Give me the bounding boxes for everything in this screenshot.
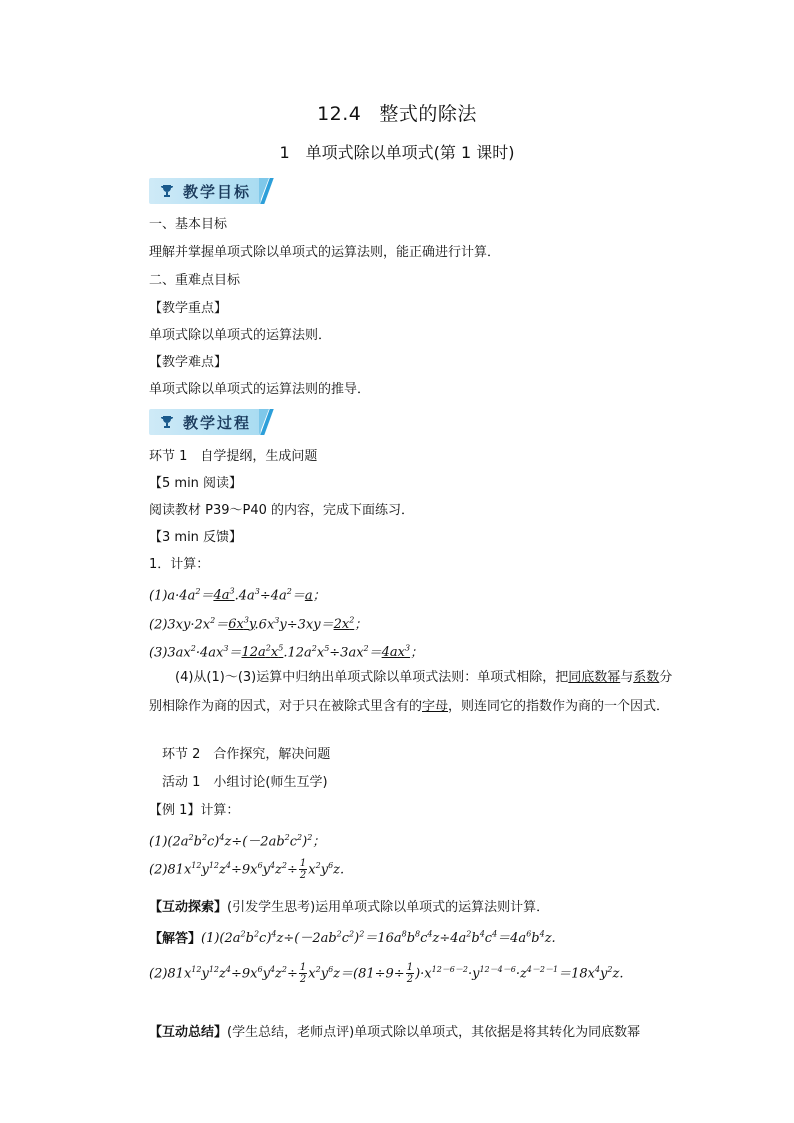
key-point-text: 单项式除以单项式的运算法则． — [149, 328, 332, 343]
page-title — [0, 99, 794, 126]
rule-paragraph: (4)从(1)～(3)运算中归纳出单项式除以单项式法则：单项式相除，把同底数幂与系数分别相除作为商的因式，对于只在被除式里含有的字母，则连同它的指数作为商的一个因式． — [149, 670, 673, 714]
difficult-point-text: 单项式除以单项式的运算法则的推导． — [149, 382, 371, 397]
step-1-heading: 环节 1 自学提纲，生成问题 — [149, 449, 318, 464]
difficult-point-label: 【教学难点】 — [149, 355, 228, 370]
answer-part-2: $(2)81x^{12}y^{12}z^4\div 9x^6y^4z^2\div$ $\frac{1}{2}$ $x^2y^6z=(81\div 9\div$ $\frac{1}{2}$ )$\cdot x^{12-6-2}\cdot y^{12-4-6}\cdot z^{4-2-1}=18x^4y^2z$. — [149, 962, 624, 986]
activity-1-heading: 活动 1 小组讨论(师生互学) — [162, 775, 328, 790]
process-badge — [149, 409, 273, 435]
example-1-part-1: $(1)(2a^2b^2c)^4z\div(-2ab^2c^2)^2$； — [149, 833, 326, 850]
trophy-icon — [159, 414, 175, 430]
goal-text-1: 理解并掌握单项式除以单项式的运算法则，能正确进行计算． — [149, 245, 501, 260]
goal-heading-2: 二、重难点目标 — [149, 273, 241, 288]
blank-answer: 同底数幂 — [568, 670, 621, 685]
example-1-label: 【例 1】计算： — [149, 803, 240, 818]
goals-badge — [149, 178, 273, 204]
badge-label: 教学目标 — [183, 183, 252, 201]
read-text: 阅读教材 P39～P40 的内容，完成下面练习． — [149, 503, 415, 518]
lesson-title: 单项式除以单项式(第 1 课时) — [305, 143, 515, 162]
answer-part-1: 【解答】$(1)(2a^2b^2c)^4z\div(-2ab^2c^2)^2=16a^8b^8c^4z\div 4a^2b^4c^4=4a^6b^4z$. — [149, 930, 556, 947]
step-2-heading: 环节 2 合作探究，解决问题 — [162, 747, 331, 762]
lesson-number: 1 — [279, 143, 290, 162]
question-1: 1．计算： — [149, 557, 210, 572]
page-subtitle — [0, 140, 794, 163]
section-title: 整式的除法 — [379, 103, 477, 125]
trophy-icon — [159, 183, 175, 199]
goal-heading-1: 一、基本目标 — [149, 217, 228, 232]
blank-answer: 系数 — [633, 670, 660, 685]
badge-label: 教学过程 — [183, 414, 252, 432]
exercise-1: $(1)a\cdot 4a^2=4a^3.4a^3\div 4a^2=a$； — [149, 587, 326, 604]
exercise-3: $(3)3ax^2\cdot 4ax^3=12a^2x^5.12a^2x^5\div 3ax^2=4ax^3$； — [149, 644, 424, 661]
section-number: 12.4 — [317, 103, 362, 125]
example-1-part-2: $(2)81x^{12}y^{12}z^4\div 9x^6y^4z^2\div$ $\frac{1}{2}$ $x^2y^6z$. — [149, 858, 345, 882]
exercise-2: $(2)3xy\cdot 2x^2=6x^3y.6x^3y\div 3xy=2x^2$； — [149, 616, 368, 633]
feedback-label: 【3 min 反馈】 — [149, 530, 243, 545]
summary-paragraph: 【互动总结】(学生总结，老师点评)单项式除以单项式，其依据是将其转化为同底数幂 — [149, 1025, 641, 1040]
explore-paragraph: 【互动探索】(引发学生思考)运用单项式除以单项式的运算法则计算． — [149, 900, 550, 915]
blank-answer: 字母 — [422, 699, 449, 714]
read-label: 【5 min 阅读】 — [149, 476, 243, 491]
key-point-label: 【教学重点】 — [149, 301, 228, 316]
